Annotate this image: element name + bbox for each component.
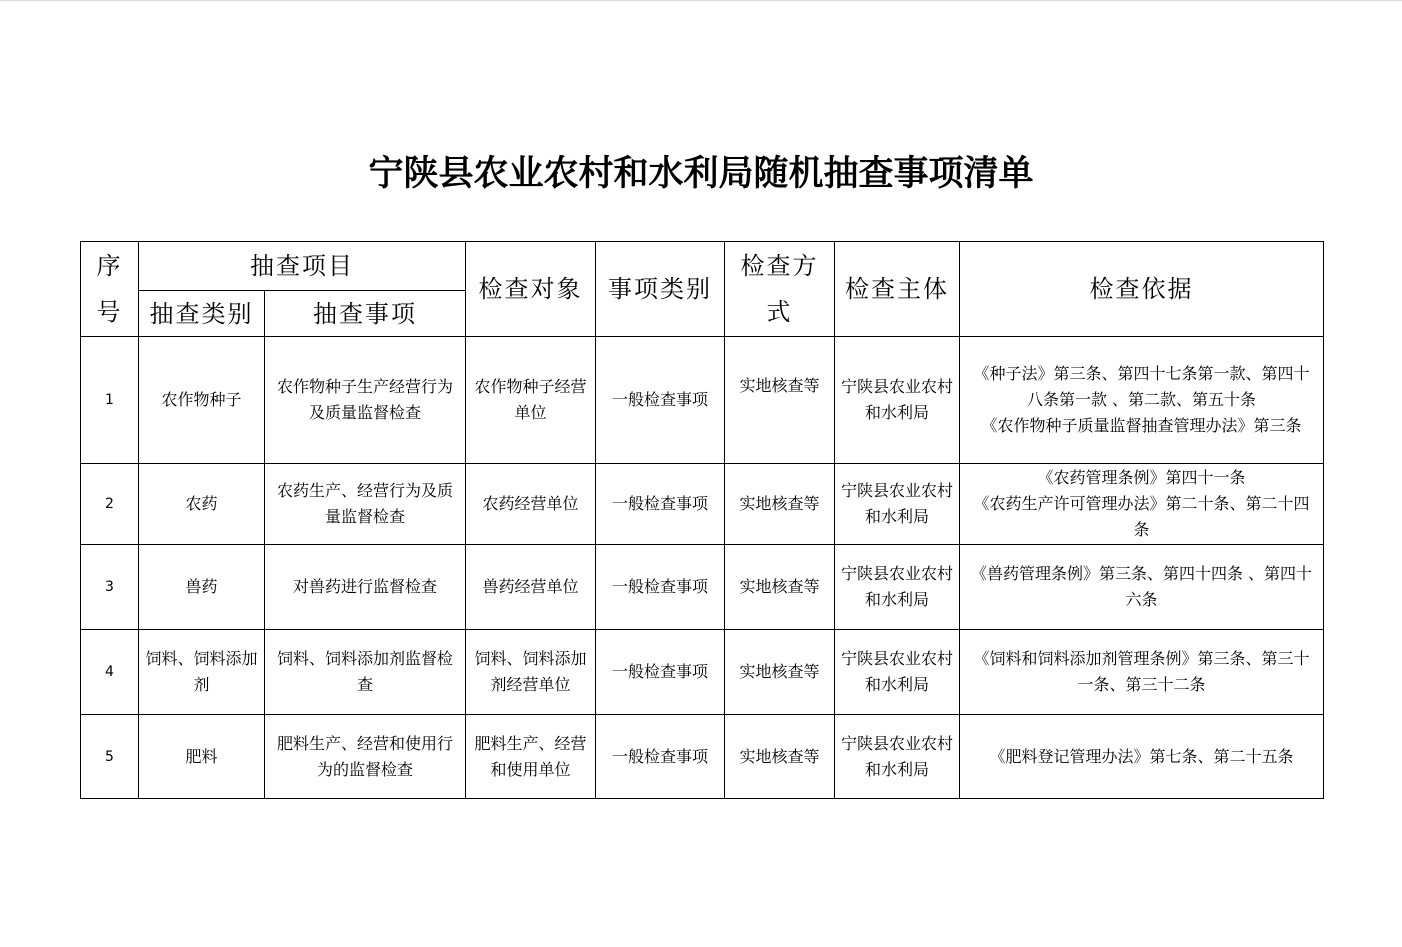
- cell-target: 农作物种子经营单位: [466, 337, 596, 464]
- table-row: [81, 630, 1324, 715]
- basis-line: 《饲料和饲料添加剂管理条例》第三条、第三十一条、第三十二条: [973, 649, 1310, 694]
- cell-matter: 农作物种子生产经营行为及质量监督检查: [265, 337, 466, 464]
- cell-type: 一般检查事项: [596, 715, 725, 799]
- header-type: 事项类别: [596, 242, 725, 337]
- header-basis: 检查依据: [960, 242, 1324, 337]
- cell-type: 一般检查事项: [596, 464, 725, 545]
- cell-seq: 5: [81, 715, 139, 799]
- cell-method: 实地核查等: [725, 715, 835, 799]
- cell-matter: 农药生产、经营行为及质量监督检查: [265, 464, 466, 545]
- table-row: [81, 545, 1324, 630]
- cell-category: 兽药: [139, 545, 265, 630]
- cell-basis: [960, 337, 1324, 464]
- basis-line: 《兽药管理条例》第三条、第四十四条 、第四十六条: [970, 564, 1313, 609]
- cell-category: 农作物种子: [139, 337, 265, 464]
- cell-type: 一般检查事项: [596, 337, 725, 464]
- basis-line: 《种子法》第三条、第四十七条第一款、第四十八条第一款 、第二款、第五十条: [973, 364, 1310, 409]
- header-method: 检查方式: [725, 242, 835, 337]
- cell-subject: 宁陕县农业农村和水利局: [835, 337, 960, 464]
- document-title: 宁陕县农业农村和水利局随机抽查事项清单: [368, 153, 1034, 194]
- cell-type: 一般检查事项: [596, 545, 725, 630]
- cell-seq: 3: [81, 545, 139, 630]
- table-row: [81, 715, 1324, 799]
- cell-matter: 饲料、饲料添加剂监督检查: [265, 630, 466, 715]
- basis-line: 《农药管理条例》第四十一条: [1037, 468, 1246, 487]
- cell-subject: 宁陕县农业农村和水利局: [835, 630, 960, 715]
- cell-seq: 2: [81, 464, 139, 545]
- cell-subject: 宁陕县农业农村和水利局: [835, 545, 960, 630]
- basis-line: 《肥料登记管理办法》第七条、第二十五条: [989, 746, 1294, 766]
- cell-method: 实地核查等: [725, 630, 835, 715]
- header-row: [81, 242, 1324, 291]
- cell-category: 肥料: [139, 715, 265, 799]
- cell-subject: 宁陕县农业农村和水利局: [835, 464, 960, 545]
- table-row: [81, 337, 1324, 464]
- cell-basis: [960, 630, 1324, 715]
- header-subject: 检查主体: [835, 242, 960, 337]
- header-target: 检查对象: [466, 242, 596, 337]
- cell-method: 实地核查等: [725, 337, 835, 464]
- cell-type: 一般检查事项: [596, 630, 725, 715]
- inspection-items-table: [80, 241, 1324, 799]
- header-seq: 序号: [81, 242, 139, 337]
- cell-target: 兽药经营单位: [466, 545, 596, 630]
- cell-target: 肥料生产、经营和使用单位: [466, 715, 596, 799]
- basis-line: 《农药生产许可管理办法》第二十条、第二十四条: [973, 494, 1310, 539]
- header-item-group: 抽查项目: [139, 242, 466, 291]
- cell-subject: 宁陕县农业农村和水利局: [835, 715, 960, 799]
- header-matter: 抽查事项: [265, 291, 466, 337]
- cell-matter: 肥料生产、经营和使用行为的监督检查: [265, 715, 466, 799]
- cell-method: 实地核查等: [725, 464, 835, 545]
- cell-category: 农药: [139, 464, 265, 545]
- cell-seq: 4: [81, 630, 139, 715]
- cell-matter: 对兽药进行监督检查: [265, 545, 466, 630]
- page-top-rule: [0, 0, 1402, 1]
- cell-basis: [960, 464, 1324, 545]
- cell-basis: [960, 545, 1324, 630]
- table-row: [81, 464, 1324, 545]
- cell-method: 实地核查等: [725, 545, 835, 630]
- basis-line: 《农作物种子质量监督抽查管理办法》第三条: [981, 416, 1302, 435]
- cell-basis: [960, 715, 1324, 799]
- cell-category: 饲料、饲料添加剂: [139, 630, 265, 715]
- header-category: 抽查类别: [139, 291, 265, 337]
- cell-seq: 1: [81, 337, 139, 464]
- cell-target: 农药经营单位: [466, 464, 596, 545]
- cell-target: 饲料、饲料添加剂经营单位: [466, 630, 596, 715]
